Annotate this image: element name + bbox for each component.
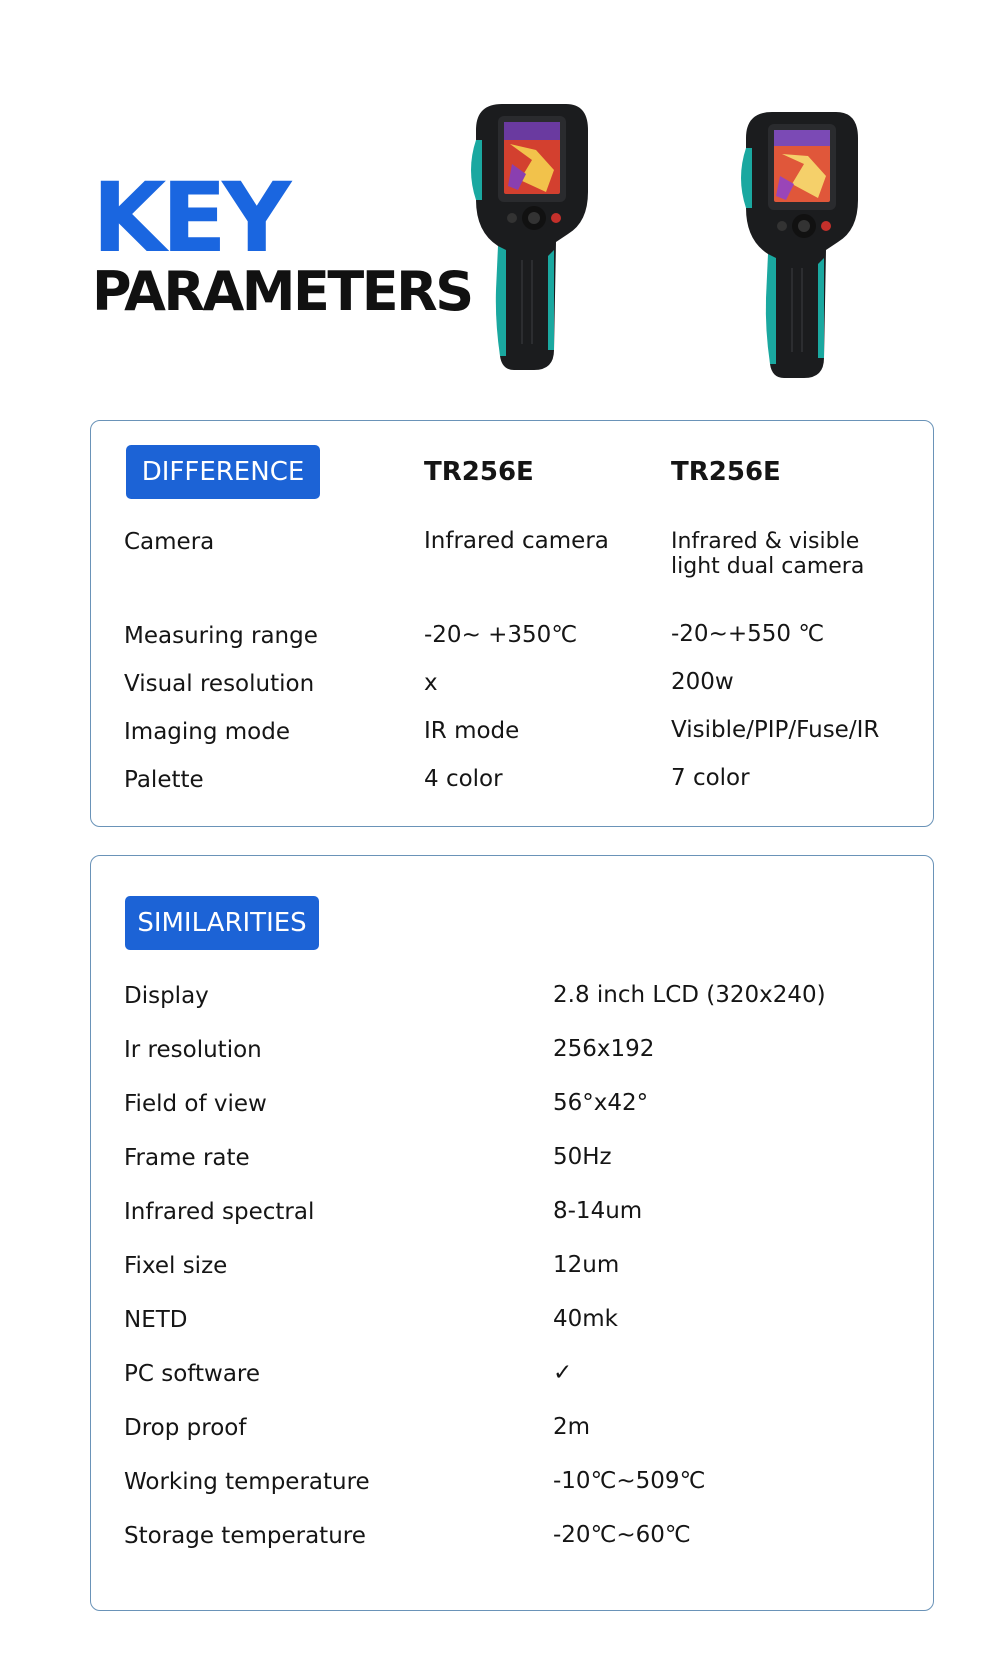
sim-label-working-temperature: Working temperature [124,1469,370,1495]
row-value-imaging-mode-b: Visible/PIP/Fuse/IR [671,717,880,743]
similarities-badge: SIMILARITIES [125,896,319,950]
hero-section [0,0,1000,400]
thermal-camera-image [462,100,592,372]
sim-value-infrared-spectral: 8-14um [553,1198,643,1224]
sim-label-fixel-size: Fixel size [124,1253,228,1279]
sim-label-pc-software: PC software [124,1361,261,1387]
sim-value-field-of-view: 56°x42° [553,1090,649,1116]
sim-label-field-of-view: Field of view [124,1091,267,1117]
row-value-measuring-range-b: -20~+550 ℃ [671,621,825,647]
difference-badge: DIFFERENCE [126,445,320,499]
sim-value-storage-temperature: -20℃~60℃ [553,1522,691,1548]
row-label-measuring-range: Measuring range [124,623,318,649]
row-value-camera-b: Infrared & visible light dual camera [671,529,865,579]
model-header-2: TR256E [671,457,781,487]
model-header-1: TR256E [424,457,534,487]
page-title-parameters: PARAMETERS [92,260,472,323]
row-value-camera-a: Infrared camera [424,528,609,554]
sim-value-netd: 40mk [553,1306,618,1332]
row-value-visual-resolution-b: 200w [671,669,734,695]
row-value-palette-b: 7 color [671,765,750,791]
row-value-visual-resolution-a: x [424,670,438,696]
sim-label-frame-rate: Frame rate [124,1145,250,1171]
row-label-visual-resolution: Visual resolution [124,671,315,697]
sim-value-pc-software: ✓ [553,1360,573,1386]
sim-value-working-temperature: -10℃~509℃ [553,1468,706,1494]
sim-value-display: 2.8 inch LCD (320x240) [553,982,826,1008]
sim-label-storage-temperature: Storage temperature [124,1523,366,1549]
sim-label-drop-proof: Drop proof [124,1415,247,1441]
sim-value-fixel-size: 12um [553,1252,620,1278]
sim-label-display: Display [124,983,209,1009]
row-label-camera: Camera [124,529,215,555]
row-value-imaging-mode-a: IR mode [424,718,520,744]
sim-value-frame-rate: 50Hz [553,1144,612,1170]
thermal-camera-image [732,108,862,380]
sim-label-netd: NETD [124,1307,188,1333]
sim-value-drop-proof: 2m [553,1414,591,1440]
row-value-measuring-range-a: -20~ +350℃ [424,622,578,648]
row-label-imaging-mode: Imaging mode [124,719,290,745]
difference-card [90,420,934,827]
row-label-palette: Palette [124,767,204,793]
row-value-palette-a: 4 color [424,766,503,792]
sim-value-ir-resolution: 256x192 [553,1036,655,1062]
sim-label-ir-resolution: Ir resolution [124,1037,262,1063]
page-title-key: KEY [92,162,287,274]
sim-label-infrared-spectral: Infrared spectral [124,1199,315,1225]
similarities-card [90,855,934,1611]
